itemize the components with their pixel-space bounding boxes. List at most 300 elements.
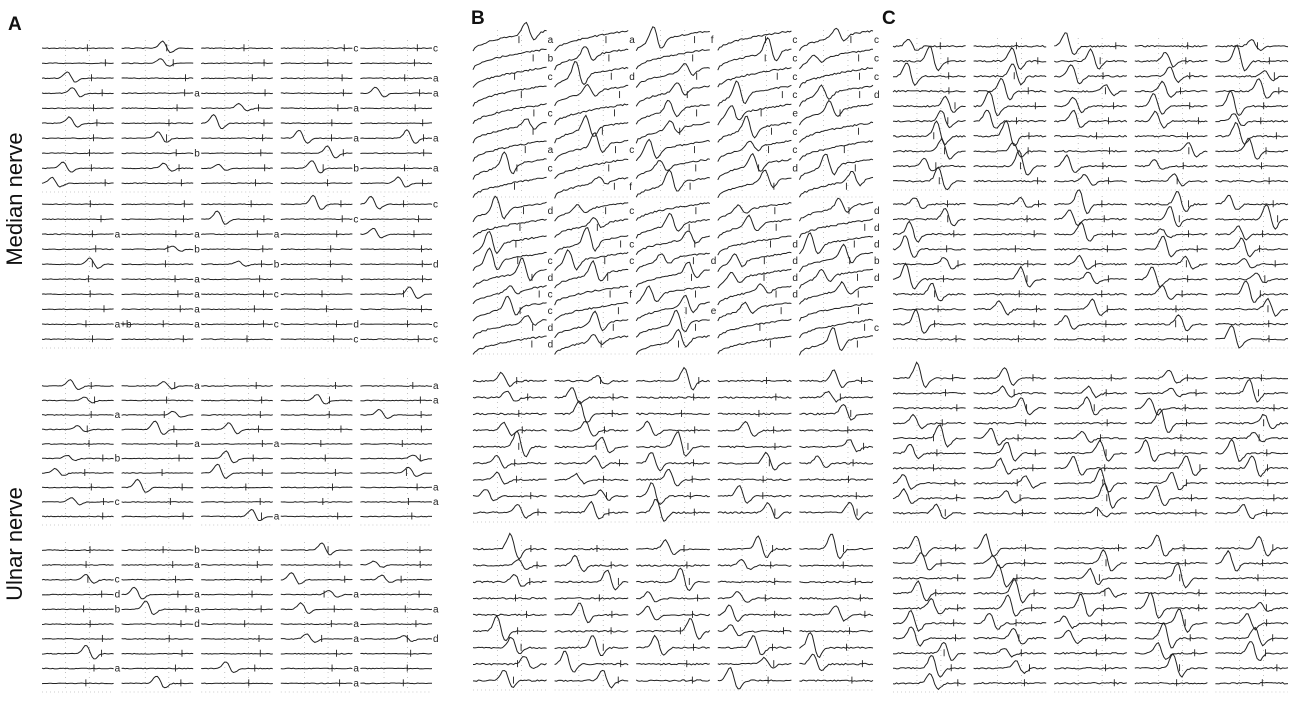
channel-column [1215,536,1288,692]
emg-trace [42,339,114,340]
emg-trace [636,432,710,457]
emg-trace [893,581,966,601]
emg-trace [473,614,547,616]
emg-trace [893,408,966,409]
trace-annotation: b [547,53,554,65]
emg-trace [1215,326,1288,348]
emg-trace [1135,315,1208,331]
emg-trace [360,279,432,280]
emg-trace [122,565,194,566]
emg-trace [1054,136,1127,138]
emg-trace [42,324,114,325]
channel-column [281,378,353,525]
emg-trace [799,391,873,402]
channel-column [636,202,717,355]
emg-trace [1215,578,1288,580]
emg-trace [893,468,966,470]
emg-trace [473,49,547,70]
emg-trace [1215,683,1288,685]
emg-trace [1054,155,1127,172]
emg-trace [799,303,873,321]
emg-trace [1054,397,1127,415]
emg-trace [42,249,114,250]
emg-trace [42,153,114,154]
trace-annotation: b [353,163,359,175]
emg-trace [201,683,273,684]
emg-trace [893,63,966,85]
channel-column [799,198,880,355]
emg-trace [360,609,432,610]
trace-annotation: d [710,256,717,268]
emg-trace [1215,380,1288,402]
trace-annotation: a [353,663,359,675]
emg-trace [718,31,792,50]
trace-annotation: a [353,619,359,631]
emg-trace [281,429,353,430]
emg-trace [799,456,873,467]
trace-block-a-3 [42,542,439,692]
emg-trace [1135,285,1208,299]
emg-trace [473,296,547,321]
trace-annotation: d [874,206,880,218]
emg-trace [1054,85,1127,96]
channel-column [555,372,629,522]
trace-annotation: c [547,163,553,175]
channel-column [555,202,635,355]
emg-trace [473,119,547,143]
emg-trace [122,78,194,79]
emg-trace [122,458,194,459]
emg-trace [893,489,966,504]
emg-trace [893,121,966,144]
trace-annotation: f [710,35,714,47]
channel-column [1215,38,1288,190]
panel-letter-b: B [471,8,485,29]
emg-trace [42,550,114,551]
emg-trace [636,159,710,179]
trace-block-c-3 [893,534,1288,692]
trace-block-a-1 [42,195,439,348]
channel-column [201,542,273,692]
emg-trace [473,598,547,600]
emg-trace [122,108,194,109]
emg-trace [636,540,710,555]
emg-trace [718,154,792,180]
channel-column [799,534,873,690]
emg-trace [974,368,1047,386]
trace-annotation: d [547,206,554,218]
emg-trace [1215,456,1288,477]
trace-annotation: d [792,289,798,301]
trace-annotation: b [273,259,280,271]
emg-trace [1215,71,1288,81]
channel-column [281,40,360,192]
emg-trace [281,123,353,124]
emg-trace [1054,588,1127,597]
emg-trace [718,397,792,399]
emg-trace [718,319,792,338]
trace-block-c-1 [893,190,1288,348]
trace-annotation: a [433,380,439,392]
emg-trace [473,391,547,401]
emg-trace [555,422,629,436]
emg-trace [1054,441,1127,462]
trace-annotation: d [792,256,798,268]
trace-annotation: a [194,438,200,450]
channel-column [201,378,280,525]
panel-letter-a: A [8,14,22,35]
emg-trace [201,204,273,205]
emg-trace [473,141,547,162]
emg-trace [1054,249,1127,250]
channel-column [281,542,360,692]
emg-trace [555,286,629,305]
emg-trace [718,486,792,504]
emg-trace [974,661,1047,674]
emg-trace [555,603,629,622]
emg-trace [1215,273,1288,282]
emg-trace [893,553,966,570]
trace-annotation: d [874,222,880,234]
trace-block-a-2 [42,378,439,525]
emg-trace [555,47,629,70]
emg-trace [1215,259,1288,268]
emg-trace [201,78,273,79]
emg-trace [799,328,873,356]
emg-trace [201,294,273,295]
emg-trace [893,415,966,429]
emg-trace [473,472,547,484]
emg-trace [42,117,114,127]
channel-column [636,540,710,690]
trace-annotation: a [194,274,200,286]
emg-trace [718,452,792,470]
emg-trace [974,595,1047,616]
channel-column [799,28,879,197]
emg-trace [718,503,792,519]
emg-trace [1215,114,1288,126]
emg-trace [1054,653,1127,655]
trace-block-b-0 [473,23,880,199]
channel-column [799,370,873,522]
emg-trace [201,565,273,566]
emg-trace [893,198,966,208]
emg-trace [281,63,353,64]
emg-trace [799,172,873,198]
emg-trace [1135,486,1208,506]
channel-column [1135,370,1208,522]
emg-trace [42,88,114,97]
emg-trace [360,386,432,387]
emg-trace [360,339,432,340]
emg-trace [1135,111,1208,128]
emg-trace [555,376,629,384]
emg-trace [1054,423,1127,425]
emg-trace [281,543,353,555]
emg-trace [281,653,353,654]
emg-trace [1054,548,1127,550]
emg-trace [42,397,114,403]
emg-trace [893,221,966,242]
trace-annotation: c [629,239,635,251]
emg-trace [1054,386,1127,398]
emg-trace [281,444,353,445]
emg-trace [1054,299,1127,315]
trace-annotation: a [353,589,359,601]
emg-trace [360,594,432,595]
emg-trace [799,219,873,238]
channel-column [1215,370,1288,522]
emg-trace [360,168,432,169]
channel-column [1054,190,1127,348]
trace-annotation: a [353,633,359,645]
emg-trace [42,646,114,659]
panel-letter-c: C [882,8,896,29]
emg-trace [473,490,547,501]
trace-annotation: c [547,256,553,268]
emg-trace [1215,79,1288,98]
emg-trace [122,653,194,654]
emg-trace [555,670,629,688]
emg-trace [281,264,353,265]
emg-trace [636,606,710,620]
trace-annotation: d [629,71,635,83]
emg-trace [1135,339,1208,341]
emg-trace [201,103,273,110]
emg-trace [799,122,873,142]
emg-trace [1215,415,1288,429]
emg-trace [122,587,194,599]
emg-trace [636,619,710,640]
emg-trace [1135,609,1208,632]
emg-trace [122,550,194,551]
emg-trace [799,269,873,288]
emg-trace [974,234,1047,236]
emg-trace [718,625,792,636]
emg-trace [1135,654,1208,677]
emg-trace [1215,40,1288,51]
emg-trace [42,639,114,640]
emg-trace [1054,431,1127,442]
emg-trace [974,64,1047,85]
emg-trace [360,177,432,187]
trace-annotation: c [273,319,279,331]
emg-trace [636,413,710,415]
emg-trace [1054,550,1127,571]
emg-trace [360,219,432,220]
emg-trace [718,605,792,622]
emg-trace [122,624,194,625]
emg-trace [201,639,273,640]
trace-annotation: c [114,496,120,508]
emg-trace [473,505,547,519]
trace-annotation: a [114,409,121,421]
trace-block-a-0 [42,40,439,192]
emg-trace [1215,505,1288,519]
emg-trace [1215,226,1288,240]
trace-annotation: d [874,272,880,284]
emg-trace [473,431,547,457]
channel-column [718,536,792,690]
emg-trace [1215,498,1288,500]
emg-trace [42,415,114,416]
emg-trace [201,115,273,129]
trace-annotation: a [433,133,439,145]
emg-trace [1215,195,1288,209]
emg-trace [555,401,629,422]
trace-annotation: d [547,322,554,334]
emg-trace [1054,190,1127,214]
emg-trace [42,575,114,584]
emg-trace [974,565,1047,587]
emg-trace [201,624,273,625]
emg-trace [1135,370,1208,383]
emg-trace [974,458,1047,474]
emg-trace [122,676,194,687]
emg-trace [555,104,629,125]
emg-trace [281,249,353,250]
emg-trace [718,269,792,288]
emg-trace [799,405,873,421]
emg-trace [473,86,547,106]
channel-column [893,536,966,692]
trace-annotation: c [547,289,553,301]
emg-trace [1054,294,1127,296]
emg-trace [636,231,710,255]
trace-annotation: a [547,145,554,157]
trace-annotation: c [874,35,879,47]
emg-trace [201,48,273,49]
emg-trace [555,159,629,179]
trace-annotation: c [629,145,635,157]
emg-trace [974,301,1047,315]
emg-trace [473,23,547,52]
emg-trace [473,372,547,386]
emg-trace [799,606,873,621]
emg-trace [473,657,547,669]
emg-trace [555,203,629,221]
emg-trace [281,634,353,642]
emg-trace [122,204,194,205]
emg-trace [555,631,629,633]
emg-trace [1135,438,1208,440]
emg-trace [1215,181,1288,183]
emg-trace [42,487,114,488]
channel-column [360,378,439,525]
emg-trace [281,624,353,625]
emg-trace [893,310,966,333]
emg-trace [1215,238,1288,257]
trace-annotation: c [792,35,798,47]
emg-trace [555,177,629,199]
emg-trace [799,440,873,452]
emg-trace [281,234,353,235]
emg-trace [799,68,873,88]
emg-trace [718,536,792,557]
trace-annotation: a [114,229,121,241]
emg-trace [281,573,353,584]
emg-trace [799,101,873,126]
emg-trace [1054,339,1127,341]
emg-trace [718,202,792,220]
emg-trace [201,138,273,139]
emg-trace [1054,469,1127,492]
emg-trace [122,246,194,251]
emg-trace [1054,175,1127,185]
emg-trace [1135,160,1208,170]
emg-trace [974,150,1047,175]
emg-trace [281,195,353,209]
emg-trace [1054,683,1127,685]
trace-annotation: f [629,181,632,193]
emg-trace [201,451,273,463]
emg-trace [1215,408,1288,409]
trace-annotation: c [433,319,438,331]
emg-trace [42,498,114,505]
emg-trace [1135,593,1208,595]
emg-trace [799,598,873,600]
trace-annotation: d [547,272,554,284]
emg-trace [281,130,353,143]
emg-trace [1215,593,1288,594]
emg-trace [201,662,273,672]
emg-trace [1215,603,1288,612]
emg-trace [1054,616,1127,628]
channel-column [636,368,710,522]
emg-trace [473,422,547,435]
emg-trace [42,177,114,187]
channel-column [555,30,636,198]
emg-trace [281,395,353,404]
trace-annotation: a [433,482,439,494]
emg-trace [636,262,710,287]
emg-trace [281,294,353,295]
emg-trace [636,64,710,88]
emg-trace [718,236,792,255]
emg-trace [1215,281,1288,302]
emg-trace [555,85,629,106]
emg-trace [718,116,792,142]
emg-trace [555,228,629,254]
emg-trace [281,93,353,94]
emg-trace [360,153,432,154]
emg-trace [473,67,547,87]
channel-column [201,40,273,192]
emg-trace [555,388,629,404]
trace-annotation: a [273,438,280,450]
emg-trace [555,250,629,271]
trace-annotation: b [194,244,200,256]
emg-trace [636,170,710,197]
emg-trace [1135,174,1208,186]
trace-annotation: a [629,35,635,47]
emg-trace [1135,513,1208,515]
trace-annotation: a+b [114,319,132,331]
trace-annotation: a [194,319,200,331]
emg-trace [201,423,273,434]
emg-trace [360,455,432,461]
trace-annotation: d [547,339,554,351]
emg-trace [893,362,966,387]
emg-trace [122,183,194,184]
emg-trace [555,570,629,590]
channel-column [473,196,553,354]
emg-trace [1135,207,1208,227]
emg-trace [360,444,432,445]
emg-trace [555,311,629,338]
emg-trace [1135,535,1208,556]
emg-trace [636,83,710,106]
